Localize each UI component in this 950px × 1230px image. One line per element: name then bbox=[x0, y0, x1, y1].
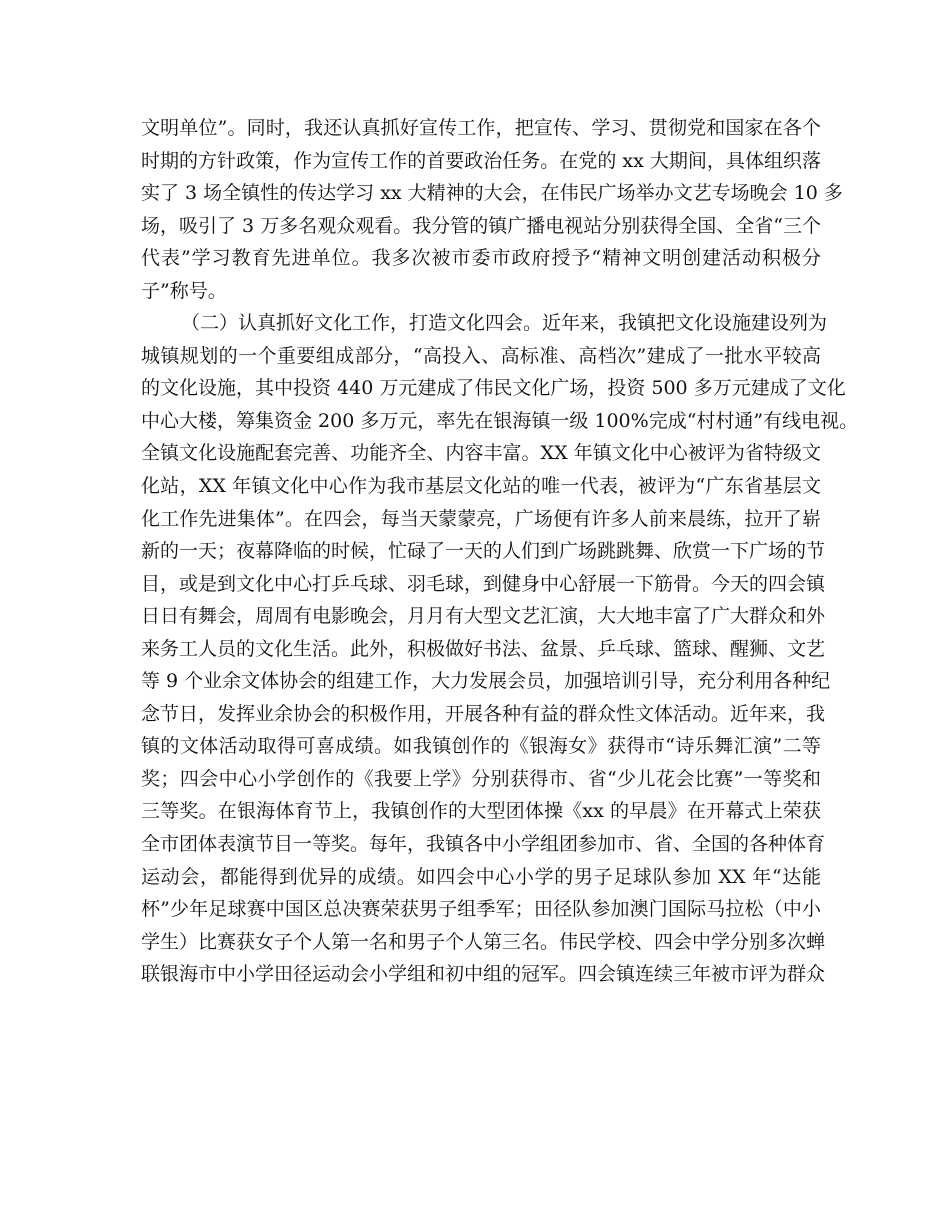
text-line: 新的一天；夜幕降临的时候，忙碌了一天的人们到广场跳跳舞、欣赏一下广场的节 bbox=[141, 540, 826, 563]
text-line: 等 9 个业余文体协会的组建工作，大力发展会员，加强培训引导，充分利用各种纪 bbox=[141, 670, 831, 693]
text-line: 来务工人员的文化生活。此外，积极做好书法、盆景、乒乓球、篮球、醒狮、文艺 bbox=[141, 637, 826, 660]
text-line: 念节日，发挥业余协会的积极作用，开展各种有益的群众性文体活动。近年来，我 bbox=[141, 702, 826, 725]
text-line: 奖；四会中心小学创作的《我要上学》分别获得市、省“少儿花会比赛”一等奖和 bbox=[141, 767, 821, 790]
text-line: 时期的方针政策，作为宣传工作的首要政治任务。在党的 xx 大期间，具体组织落 bbox=[141, 149, 821, 172]
text-line: 的文化设施，其中投资 440 万元建成了伟民文化广场，投资 500 多万元建成了文化 bbox=[141, 377, 846, 400]
text-line: 运动会，都能得到优异的成绩。如四会中心小学的男子足球队参加 XX 年“达能 bbox=[141, 865, 821, 888]
paragraph-1 bbox=[141, 112, 843, 307]
paragraph-2 bbox=[141, 307, 859, 990]
document-body bbox=[141, 112, 859, 991]
text-line: 文明单位”。同时，我还认真抓好宣传工作，把宣传、学习、贯彻党和国家在各个 bbox=[141, 117, 821, 139]
text-line: 化站，XX 年镇文化中心作为我市基层文化站的唯一代表，被评为“广东省基层文 bbox=[141, 475, 821, 498]
text-line: 杯”少年足球赛中国区总决赛荣获男子组季军；田径队参加澳门国际马拉松（中小 bbox=[141, 898, 821, 921]
text-line: 三等奖。在银海体育节上，我镇创作的大型团体操《xx 的早晨》在开幕式上荣获 bbox=[141, 800, 821, 823]
text-line: 子”称号。 bbox=[141, 279, 227, 302]
text-line: 中心大楼，筹集资金 200 多万元，率先在银海镇一级 100%完成“村村通”有线电视。 bbox=[141, 409, 859, 432]
text-line: 目，或是到文化中心打乒乓球、羽毛球，到健身中心舒展一下筋骨。今天的四会镇 bbox=[141, 572, 826, 595]
text-line: 联银海市中小学田径运动会小学组和初中组的冠军。四会镇连续三年被市评为群众 bbox=[141, 963, 826, 986]
text-line: 全镇文化设施配套完善、功能齐全、内容丰富。XX 年镇文化中心被评为省特级文 bbox=[141, 442, 821, 465]
text-line: 日日有舞会，周周有电影晚会，月月有大型文艺汇演，大大地丰富了广大群众和外 bbox=[141, 605, 826, 628]
text-line: （二）认真抓好文化工作，打造文化四会。近年来，我镇把文化设施建设列为 bbox=[181, 312, 828, 335]
text-line: 全市团体表演节目一等奖。每年，我镇各中小学组团参加市、省、全国的各种体育 bbox=[141, 833, 826, 856]
text-line: 实了 3 场全镇性的传达学习 xx 大精神的大会，在伟民广场举办文艺专场晚会 10 多 bbox=[141, 182, 843, 205]
text-line: 场，吸引了 3 万多名观众观看。我分管的镇广播电视站分别获得全国、全省“三个 bbox=[141, 214, 821, 237]
text-line: 城镇规划的一个重要组成部分，“高投入、高标准、高档次”建成了一批水平较高 bbox=[141, 344, 821, 367]
text-line: 代表”学习教育先进单位。我多次被市委市政府授予“精神文明创建活动积极分 bbox=[141, 247, 821, 270]
text-line: 化工作先进集体”。在四会，每当天蒙蒙亮，广场便有许多人前来晨练，拉开了崭 bbox=[141, 507, 821, 530]
text-line: 镇的文体活动取得可喜成绩。如我镇创作的《银海女》获得市“诗乐舞汇演”二等 bbox=[141, 735, 821, 758]
text-line: 学生）比赛获女子个人第一名和男子个人第三名。伟民学校、四会中学分别多次蝉 bbox=[141, 930, 826, 953]
